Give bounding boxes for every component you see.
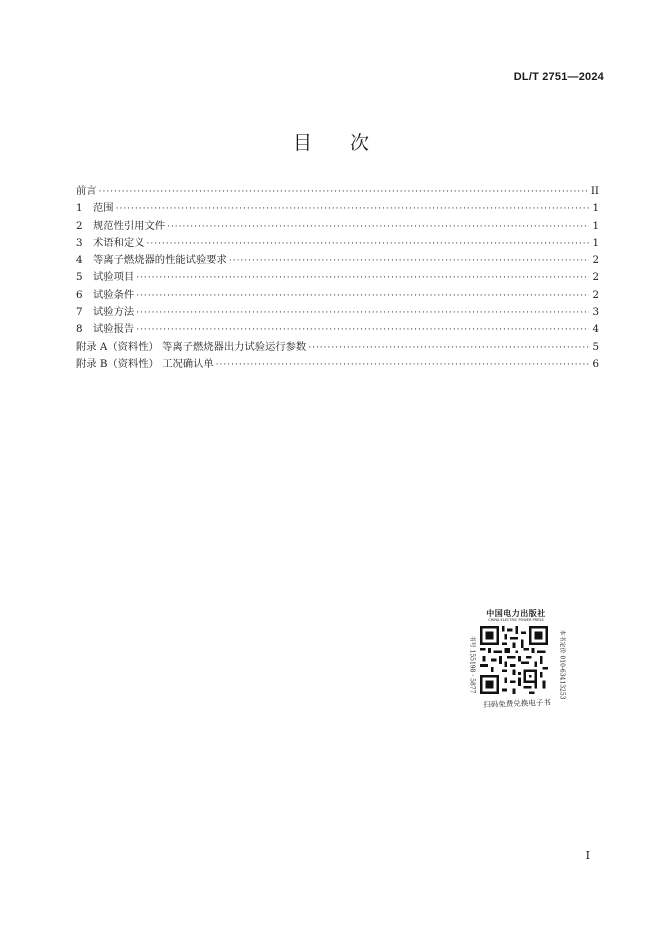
toc-entry[interactable]: [76, 200, 599, 217]
toc-entry-title: 试验项目: [93, 271, 135, 284]
toc-entry-title: 试验条件: [93, 288, 135, 301]
toc-entry-title: 附录 B（资料性） 工况确认单: [76, 357, 214, 370]
publisher-logo-text: 中国电力出版社: [486, 608, 546, 618]
toc-entry[interactable]: [76, 304, 599, 321]
qr-code-block: [466, 608, 566, 718]
toc-entry-page: 1: [592, 202, 599, 215]
qr-side-text-left: 书号 155198 · 5877: [468, 635, 476, 694]
toc-entry-title: 前言: [76, 185, 97, 197]
qr-code-icon[interactable]: [480, 626, 548, 694]
toc-entry-page: 2: [592, 254, 599, 267]
qr-caption: 扫码免费兑换电子书: [483, 697, 551, 710]
qr-side-text-right: 本书定价 010-63413253: [558, 629, 566, 700]
page-title-char-2: 次: [350, 132, 370, 154]
toc-dot-leader: [136, 288, 589, 305]
toc-entry[interactable]: [76, 252, 599, 269]
toc-entry-number: 8: [76, 323, 83, 336]
toc-entry-title: 试验方法: [93, 306, 135, 319]
table-of-contents: [76, 183, 599, 373]
toc-dot-leader: [99, 184, 589, 201]
toc-dot-leader: [216, 357, 589, 374]
toc-entry-appendix[interactable]: [76, 339, 599, 356]
toc-entry-number: 6: [76, 288, 83, 301]
toc-dot-leader: [229, 253, 589, 270]
toc-entry-number: 5: [76, 271, 83, 284]
toc-entry-page: 5: [592, 340, 599, 353]
toc-entry[interactable]: [76, 269, 599, 286]
toc-entry-appendix[interactable]: [76, 356, 599, 373]
toc-entry-title: 范围: [93, 202, 114, 215]
page-title-char-1: 目: [292, 132, 312, 154]
toc-entry-page: 3: [592, 306, 599, 319]
toc-dot-leader: [136, 305, 589, 322]
toc-dot-leader: [136, 322, 589, 339]
toc-entry-number: 7: [76, 306, 83, 319]
toc-entry-title: 附录 A（资料性） 等离子燃烧器出力试验运行参数: [76, 340, 307, 353]
toc-entry-number: 3: [76, 236, 83, 249]
toc-entry-number: 2: [76, 219, 83, 232]
toc-entry-page: 4: [592, 323, 599, 336]
toc-entry-title: 术语和定义: [93, 236, 145, 249]
toc-entry-page: 2: [592, 288, 599, 301]
toc-dot-leader: [167, 219, 589, 236]
standard-code: DL/T 2751—2024: [513, 71, 604, 83]
toc-entry-page: 1: [592, 236, 599, 249]
toc-dot-leader: [146, 236, 589, 253]
toc-entry[interactable]: [76, 183, 599, 200]
toc-entry[interactable]: [76, 321, 599, 338]
toc-dot-leader: [116, 201, 589, 218]
toc-dot-leader: [308, 340, 589, 357]
toc-entry[interactable]: [76, 218, 599, 235]
toc-entry-page: 6: [592, 357, 599, 370]
page-number: I: [585, 849, 590, 862]
toc-entry-number: 1: [76, 202, 83, 215]
toc-entry-number: 4: [76, 254, 83, 267]
toc-entry-page: 1: [592, 219, 599, 232]
toc-entry-page: II: [590, 185, 599, 197]
toc-dot-leader: [136, 270, 589, 287]
toc-entry[interactable]: [76, 287, 599, 304]
toc-entry-title: 规范性引用文件: [93, 219, 166, 232]
publisher-english-name: CHINA ELECTRIC POWER PRESS: [488, 618, 544, 622]
toc-entry-title: 试验报告: [93, 323, 135, 336]
toc-entry[interactable]: [76, 235, 599, 252]
toc-entry-title: 等离子燃烧器的性能试验要求: [93, 254, 227, 267]
toc-entry-page: 2: [592, 271, 599, 284]
page-title: [0, 128, 662, 155]
